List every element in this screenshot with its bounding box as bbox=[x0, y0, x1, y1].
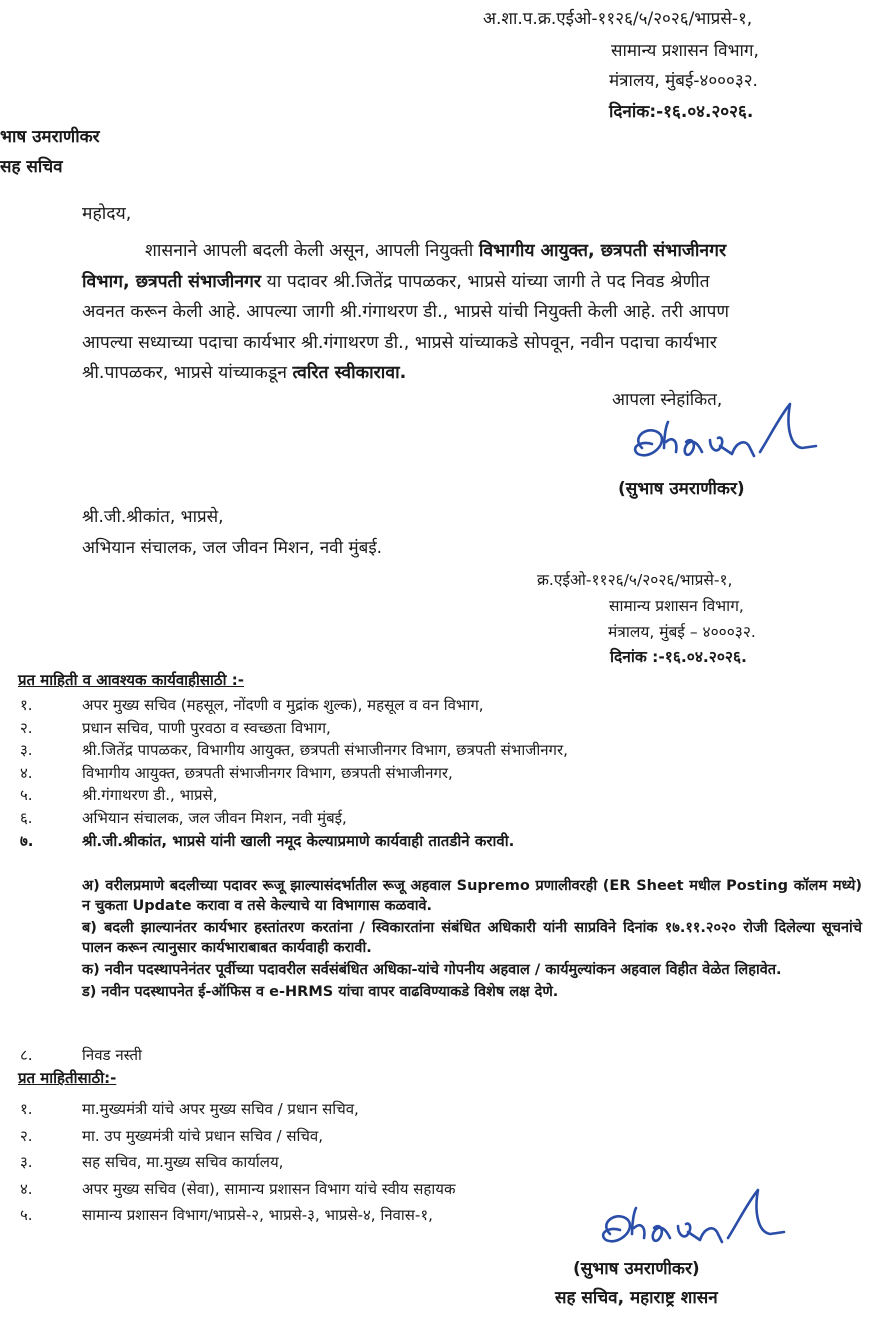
sender-title: सह सचिव bbox=[0, 157, 63, 177]
list-item-number: ४. bbox=[20, 1179, 33, 1198]
sender-name: भाष उमराणीकर bbox=[0, 127, 100, 147]
letter-body bbox=[82, 236, 870, 389]
list-item-text: मा.मुख्यमंत्री यांचे अपर मुख्य सचिव / प्रधान सचिव, bbox=[82, 1100, 359, 1118]
list-item bbox=[20, 1096, 455, 1123]
instruction-item: क) नवीन पदस्थापनेनंतर पूर्वीच्या पदावरील सर्वसंबंधित अधिका-यांचे गोपनीय अहवाल / कार्यमुल्यांकन अहवाल विहीत वेळेत लिहावेत. bbox=[82, 962, 782, 978]
list-item bbox=[20, 784, 568, 807]
list-item-number: ५. bbox=[20, 1206, 33, 1224]
body-line bbox=[82, 358, 870, 389]
body-text-segment: श्री.पापळकर, भाप्रसे यांच्याकडून bbox=[82, 363, 293, 383]
body-text-segment: विभाग, छत्रपती संभाजीनगर bbox=[82, 271, 262, 292]
list-item-text: श्री.जी.श्रीकांत, भाप्रसे यांनी खाली नमूद केल्याप्रमाणे कार्यवाही तातडीने करावी. bbox=[82, 831, 515, 850]
copy-info-list bbox=[20, 1096, 455, 1229]
body-line bbox=[82, 236, 870, 267]
endorsement-department: सामान्य प्रशासन विभाग, bbox=[609, 597, 744, 615]
list-item-number: ५. bbox=[20, 786, 33, 805]
letter-date: दिनांक:-१६.०४.२०२६. bbox=[609, 102, 754, 122]
list-item bbox=[20, 1044, 142, 1067]
list-item-text: विभागीय आयुक्त, छत्रपती संभाजीनगर विभाग, छत्रपती संभाजीनगर, bbox=[82, 763, 453, 782]
reference-number: अ.शा.प.क्र.एईओ-११२६/५/२०२६/भाप्रसे-१, bbox=[483, 9, 753, 29]
body-text-segment: त्वरित स्वीकारावा. bbox=[292, 363, 407, 383]
instruction-item: ब) बदली झाल्यानंतर कार्यभार हस्तांतरण करतांना / स्विकारतांना संबंधित अधिकारी यांनी साप्रविने दिनांक १७.११.२०२० रोजी दिलेल्या सूचनांचे पालन करून त्यानुसार कार्यभाराबाबत कार्यवाही करावी. bbox=[82, 920, 862, 956]
addressee-name: श्री.जी.श्रीकांत, भाप्रसे, bbox=[82, 507, 224, 527]
signatory-name: (सुभाष उमराणीकर) bbox=[618, 479, 745, 499]
body-line bbox=[82, 267, 870, 298]
list-item-text: प्रधान सचिव, पाणी पुरवठा व स्वच्छता विभाग, bbox=[82, 718, 331, 737]
instruction-item: ड) नवीन पदस्थापनेत ई-ऑफिस व e-HRMS यांचा वापर वाढविण्याकडे विशेष लक्ष देणे. bbox=[82, 984, 559, 1000]
signature-image bbox=[620, 396, 830, 486]
list-item bbox=[20, 807, 568, 830]
list-item-number: २. bbox=[20, 718, 33, 737]
department-name: सामान्य प्रशासन विभाग, bbox=[611, 41, 759, 61]
list-item bbox=[20, 830, 568, 853]
body-text-segment: अवनत करून केली आहे. आपल्या जागी श्री.गंगाथरण डी., भाप्रसे यांची नियुक्ती केली आहे. तरी आपण bbox=[82, 302, 730, 322]
list-item-text: सामान्य प्रशासन विभाग/भाप्रसे-२, भाप्रसे-३, भाप्रसे-४, निवास-१, bbox=[82, 1206, 433, 1224]
list-item-text: श्री.जितेंद्र पापळकर, विभागीय आयुक्त, छत्रपती संभाजीनगर विभाग, छत्रपती संभाजीनगर, bbox=[82, 741, 568, 760]
closing-line: आपला स्नेहांकित, bbox=[612, 390, 723, 410]
list-item-number: ३. bbox=[20, 1153, 33, 1171]
copy-info-heading: प्रत माहितीसाठी:- bbox=[18, 1069, 117, 1087]
copy-action-list bbox=[20, 694, 568, 852]
salutation: महोदय, bbox=[82, 204, 132, 224]
list-item bbox=[20, 694, 568, 717]
body-text-segment: शासनाने आपली बदली केली असून, आपली नियुक्ती bbox=[145, 241, 479, 261]
endorsement-date: दिनांक :-१६.०४.२०२६. bbox=[610, 648, 747, 666]
list-item-number: ७. bbox=[20, 831, 34, 850]
list-item-text: सह सचिव, मा.मुख्य सचिव कार्यालय, bbox=[82, 1153, 284, 1171]
footer-designation: सह सचिव, महाराष्ट्र शासन bbox=[555, 1288, 718, 1308]
list-item-number: ४. bbox=[20, 763, 33, 782]
list-item-number: १. bbox=[20, 1100, 33, 1118]
list-item-number: ८. bbox=[20, 1046, 33, 1064]
body-text-segment: विभागीय आयुक्त, छत्रपती संभाजीनगर bbox=[478, 241, 727, 261]
list-item-text: मा. उप मुख्यमंत्री यांचे प्रधान सचिव / सचिव, bbox=[82, 1126, 324, 1145]
list-item bbox=[20, 1123, 455, 1150]
office-address: मंत्रालय, मुंबई-४०००३२. bbox=[609, 71, 758, 91]
endorsement-reference: क्र.एईओ-११२६/५/२०२६/भाप्रसे-१, bbox=[537, 571, 733, 589]
body-text-segment: या पदावर श्री.जितेंद्र पापळकर, भाप्रसे यांच्या जागी ते पद निवड श्रेणीत bbox=[261, 271, 710, 292]
list-item-text: अपर मुख्य सचिव (सेवा), सामान्य प्रशासन विभाग यांचे स्वीय सहायक bbox=[82, 1179, 456, 1198]
footer-signatory-name: (सुभाष उमराणीकर) bbox=[573, 1259, 700, 1279]
body-line bbox=[82, 328, 870, 359]
list-item bbox=[20, 739, 568, 762]
addressee-office: अभियान संचालक, जल जीवन मिशन, नवी मुंबई. bbox=[82, 538, 383, 558]
list-item bbox=[20, 1202, 455, 1229]
copy-action-heading: प्रत माहिती व आवश्यक कार्यवाहीसाठी :- bbox=[18, 671, 244, 689]
list-item bbox=[20, 1149, 455, 1176]
list-item-number: ३. bbox=[20, 741, 33, 760]
list-item bbox=[20, 762, 568, 785]
list-item-text: श्री.गंगाथरण डी., भाप्रसे, bbox=[82, 786, 218, 805]
instruction-sub-list bbox=[82, 876, 862, 1004]
list-item-text: निवड नस्ती bbox=[82, 1046, 142, 1064]
list-item bbox=[20, 1176, 455, 1203]
list-item bbox=[20, 717, 568, 740]
instruction-item: अ) वरीलप्रमाणे बदलीच्या पदावर रूजू झाल्यासंदर्भातील रूजू अहवाल Supremo प्रणालीवरही (ER Sheet मधील Posting कॉलम मध्ये) न चुकता Update करावा व तसे केल्याचे या विभागास कळवावे. bbox=[82, 878, 862, 914]
endorsement-office: मंत्रालय, मुंबई – ४०००३२. bbox=[608, 623, 756, 641]
body-text-segment: आपल्या सध्याच्या पदाचा कार्यभार श्री.गंगाथरण डी., भाप्रसे यांच्याकडे सोपवून, नवीन पदाचा कार्यभार bbox=[82, 332, 717, 353]
list-item-number: ६. bbox=[20, 808, 33, 827]
list-item-number: १. bbox=[20, 696, 33, 714]
list-item-number: २. bbox=[20, 1126, 33, 1145]
list-item-text: अपर मुख्य सचिव (महसूल, नोंदणी व मुद्रांक शुल्क), महसूल व वन विभाग, bbox=[82, 696, 484, 714]
body-line bbox=[82, 297, 870, 328]
list-item-text: अभियान संचालक, जल जीवन मिशन, नवी मुंबई, bbox=[82, 808, 347, 827]
